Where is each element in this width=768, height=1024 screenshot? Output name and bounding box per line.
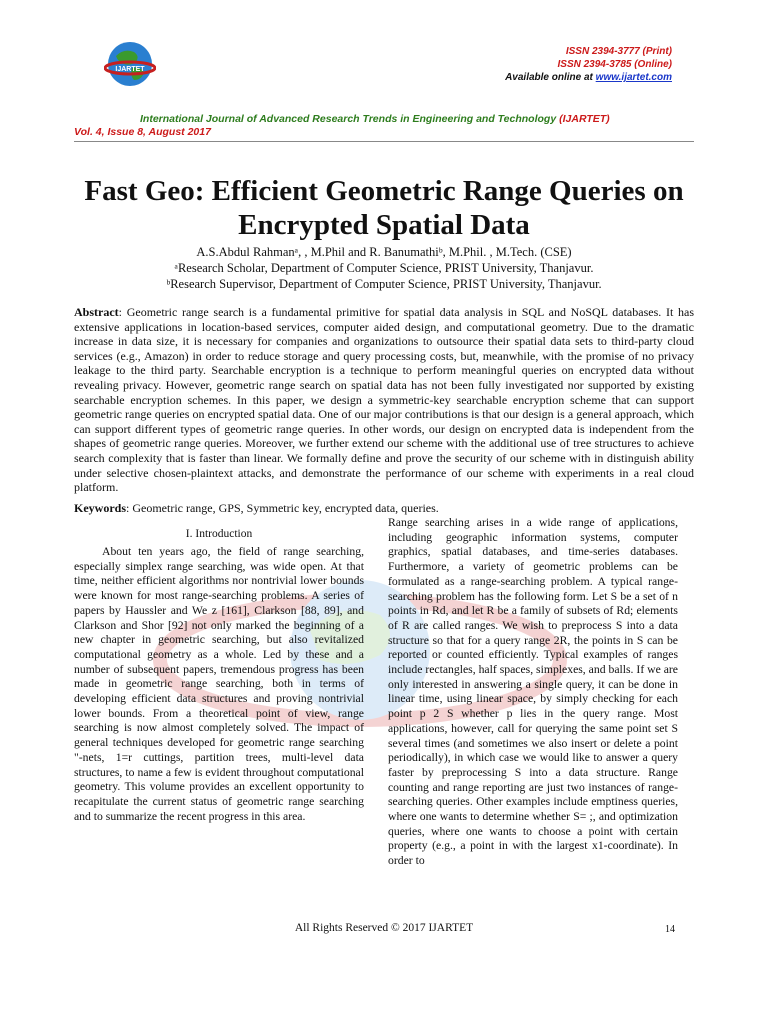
header-divider (74, 141, 694, 142)
page-number: 14 (665, 924, 675, 935)
journal-url-link[interactable]: www.ijartet.com (595, 72, 672, 83)
journal-title: International Journal of Advanced Research Trends in Engineering and Technology (IJARTET) (140, 113, 610, 125)
issn-online: ISSN 2394-3785 (Online) (557, 59, 672, 70)
introduction-right-column: Range searching arises in a wide range of applications, including geographic information systems, computer graphics, spatial databases, and time-series databases. Furthermore, a variety of geometric problems can be formulated as a range-searching problem. A typical range-searching problem has the following form. Let S be a set of n points in Rd, and let R be a family of subsets of Rd; elements of R are called ranges. We wish to preprocess S into a data structure so that for a query range 2R, the points in S can be reported or counted efficiently. Typical examples of ranges include rectangles, half spaces, simplexes, and balls. If we are only interested in answering a single query, it can be done in linear time, using linear space, by simply checking for each point p 2 S whether p lies in the query range. Most applications, however, call for querying the same point set S several times (and sometimes we also insert or delete a point periodically), in which case we would like to answer a query faster by preprocessing S into a data structure. Range counting and range reporting are just two instances of range-searching queries. Other examples include emptiness queries, where one wants to determine whether S= ;, and optimization queries, where one wants to choose a point with certain property (e.g., a point in with the largest x1-coordinate). In order to (388, 516, 678, 868)
journal-logo-globe (104, 38, 156, 90)
abstract: Abstract: Geometric range search is a fundamental primitive for spatial data analysis in SQL and NoSQL databases. It has extensive applications in location-based services, computer aided design, and computational geometry. Due to the dramatic increase in data size, it is necessary for companies and organizations to outsource their spatial data sets to third-party cloud services (e.g., Amazon) in order to reduce storage and query processing costs, but, meanwhile, with the promise of no privacy leakage to the third party. Searchable encryption is a technique to perform meaningful queries on encrypted data without revealing privacy. However, geometric range search on spatial data has not been fully investigated nor supported by existing searchable encryption schemes. In this paper, we design a symmetric-key searchable encryption scheme that can support geometric range queries on encrypted spatial data. One of our major contributions is that our design is a general approach, which can support different types of geometric range queries. In other words, our design on encrypted data is independent from the shapes of geometric range queries. Moreover, we further extend our scheme with the additional use of tree structures to achieve search complexity that is faster than linear. We formally define and prove the security of our scheme with in distinguish ability under selective chosen-plaintext attacks, and demonstrate the performance of our scheme with experiments in a real cloud platform. (74, 305, 694, 495)
section-heading-introduction: I. Introduction (185, 528, 253, 540)
available-online: Available online at www.ijartet.com (505, 72, 672, 83)
logo-text: IJARTET (115, 66, 145, 73)
introduction-left-column: About ten years ago, the field of range searching, especially simplex range searching, was wide open. At that time, neither efficient algorithms nor nontrivial lower bounds were known for most range-searching problems. A series of papers by Haussler and We z [161], Clarkson [88, 89], and Clarkson and Shor [92] not only marked the beginning of a new chapter in geometric searching, but also revitalized computational geometry as a whole. Led by these and a number of subsequent papers, tremendous progress has been made in geometric range searching, both in terms of developing efficient data structures and proving nontrivial lower bounds. From a theoretical point of view, range searching is now almost completely solved. The impact of general techniques developed for geometric range searching "-nets, 1=r cuttings, partition trees, multi-level data structures, to name a few is evident throughout computational geometry. This volume provides an excellent opportunity to recapitulate the current status of geometric range searching and to summarize the recent progress in this area. (74, 545, 364, 823)
affiliation-b: ᵇResearch Supervisor, Department of Computer Science, PRIST University, Thanjavur. (166, 277, 602, 291)
volume-issue: Vol. 4, Issue 8, August 2017 (74, 126, 211, 138)
issn-print: ISSN 2394-3777 (Print) (565, 46, 672, 57)
authors: A.S.Abdul Rahmanᵃ, , M.Phil and R. Banumathiᵇ, M.Phil. , M.Tech. (CSE) (196, 245, 572, 259)
affiliation-a: ᵃResearch Scholar, Department of Computer Science, PRIST University, Thanjavur. (174, 261, 594, 275)
footer-copyright: All Rights Reserved © 2017 IJARTET (294, 922, 474, 934)
paper-title: Fast Geo: Efficient Geometric Range Queries on Encrypted Spatial Data (84, 175, 684, 241)
keywords: Keywords: Geometric range, GPS, Symmetric key, encrypted data, queries. (74, 501, 439, 515)
